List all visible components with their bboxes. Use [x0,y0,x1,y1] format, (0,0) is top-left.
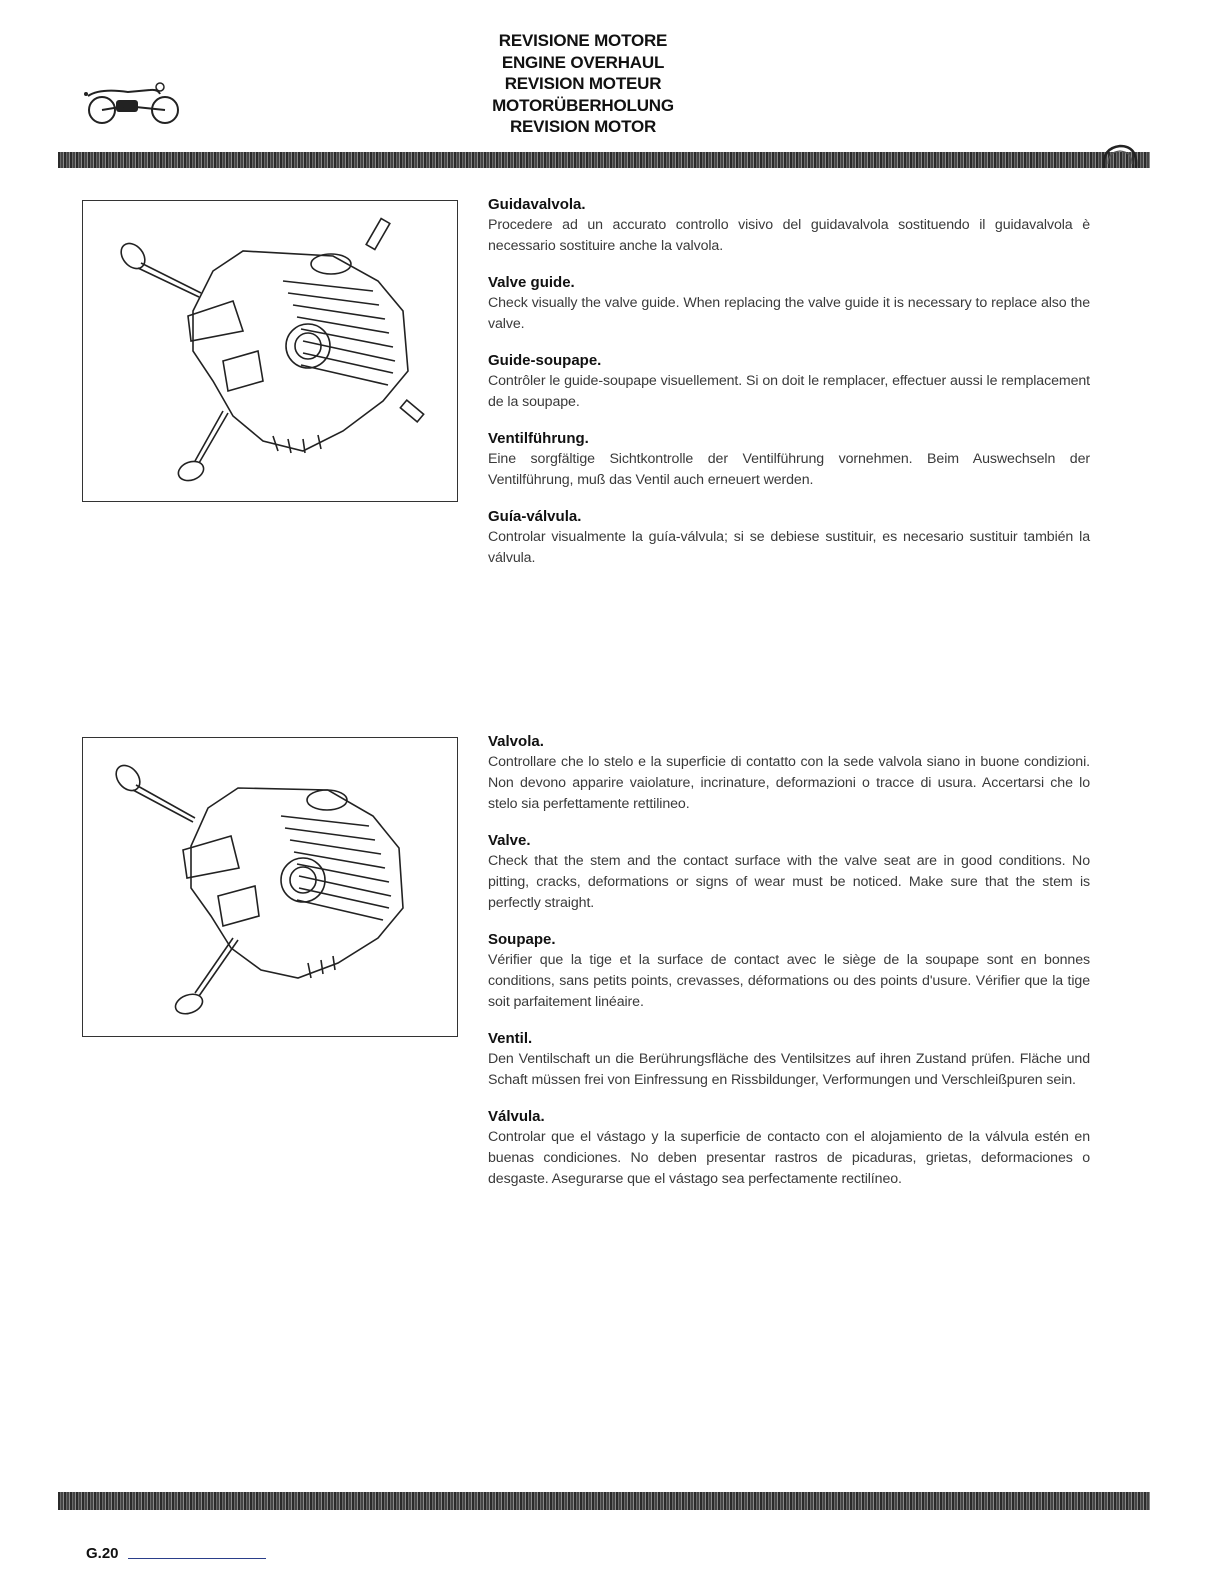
section-title: Guía-válvula. [488,508,582,525]
section-title: Valve guide. [488,274,575,291]
page-number-underline [128,1558,266,1559]
motorcycle-logo-icon [80,80,185,130]
section-guia-valvula [488,508,1090,569]
section-title: Guide-soupape. [488,352,602,369]
section-ventilfuhrung [488,430,1090,491]
section-valvola [488,733,1090,815]
section-soupape [488,931,1090,1013]
valve-cylinder-head-illustration-icon [83,738,457,1036]
bottom-divider-rule [58,1492,1150,1510]
header-title-en: ENGINE OVERHAUL [501,52,665,72]
figure-valve-guide [82,200,458,502]
section-valvula [488,1108,1090,1190]
section-body: Controlar visualmente la guía-válvula; si se debiese sustituir, es necesario sustituir también la válvula. [488,529,1090,566]
page-number: G.20 [86,1545,119,1562]
figure-valve [82,737,458,1037]
valve-guide-cylinder-head-illustration-icon [83,201,457,501]
section-body: Den Ventilschaft un die Berührungsfläche des Ventilsitzes auf ihren Zustand prüfen. Fläche und Schaft müssen frei von Einfressung en Rissbildunger, Verformungen und Verschleißpuren sein. [488,1051,1090,1088]
section-guide-soupape [488,352,1090,413]
section-title: Ventilführung. [488,430,589,447]
section-title: Valve. [488,832,531,849]
section-title: Guidavalvola. [488,196,586,213]
section-ventil [488,1030,1090,1091]
text-column-valve-guide [488,196,1090,586]
header-title-fr: REVISION MOTEUR [504,74,662,93]
section-title: Soupape. [488,931,556,948]
section-valve-guide [488,274,1090,335]
section-body: Check visually the valve guide. When replacing the valve guide it is necessary to replace also the valve. [488,295,1090,332]
section-body: Eine sorgfältige Sichtkontrolle der Ventilführung vornehmen. Beim Auswechseln der Ventilführung, muß das Ventil auch erneuert werden. [488,451,1090,488]
top-divider-rule [58,152,1150,168]
header-title-es: REVISION MOTOR [509,117,657,136]
page-header-titles [400,30,766,138]
text-column-valve [488,733,1090,1207]
section-body: Contrôler le guide-soupape visuellement. Si on doit le remplacer, effectuer aussi le remplacement de la soupape. [488,373,1090,410]
section-body: Vérifier que la tige et la surface de contact avec le siège de la soupape sont en bonnes conditions, sans petits points, crevasses, déformations ou des points d'usure. Vérifier que la tige soit parfaitement linéaire. [488,952,1090,1010]
section-body: Check that the stem and the contact surface with the valve seat are in good conditions. No pitting, cracks, deformations or signs of wear must be noticed. Make sure that the stem is perfectly straight. [488,853,1090,911]
header-title-it: REVISIONE MOTORE [498,31,668,50]
section-body: Controlar que el vástago y la superficie de contacto con el alojamiento de la válvula estén en buenas condiciones. No deben presentar rastros de picaduras, grietas, deformaciones o desgaste. Asegurarse que el vástago sea perfectamente rectilíneo. [488,1129,1090,1187]
section-body: Procedere ad un accurato controllo visivo del guidavalvola sostituendo il guidavalvola è necessario sostituire anche la valvola. [488,217,1090,254]
section-body: Controllare che lo stelo e la superficie di contatto con la sede valvola siano in buone condizioni. Non devono apparire vaiolature, incrinature, deformazioni o tracce di usura. Accertarsi che lo stelo sia perfettamente rettilineo. [488,754,1090,812]
section-guidavalvola [488,196,1090,257]
section-title: Valvola. [488,733,544,750]
binder-clip-icon [1098,138,1142,182]
header-title-de: MOTORÜBERHOLUNG [492,95,674,115]
section-valve [488,832,1090,914]
section-title: Ventil. [488,1030,533,1047]
section-title: Válvula. [488,1108,545,1125]
